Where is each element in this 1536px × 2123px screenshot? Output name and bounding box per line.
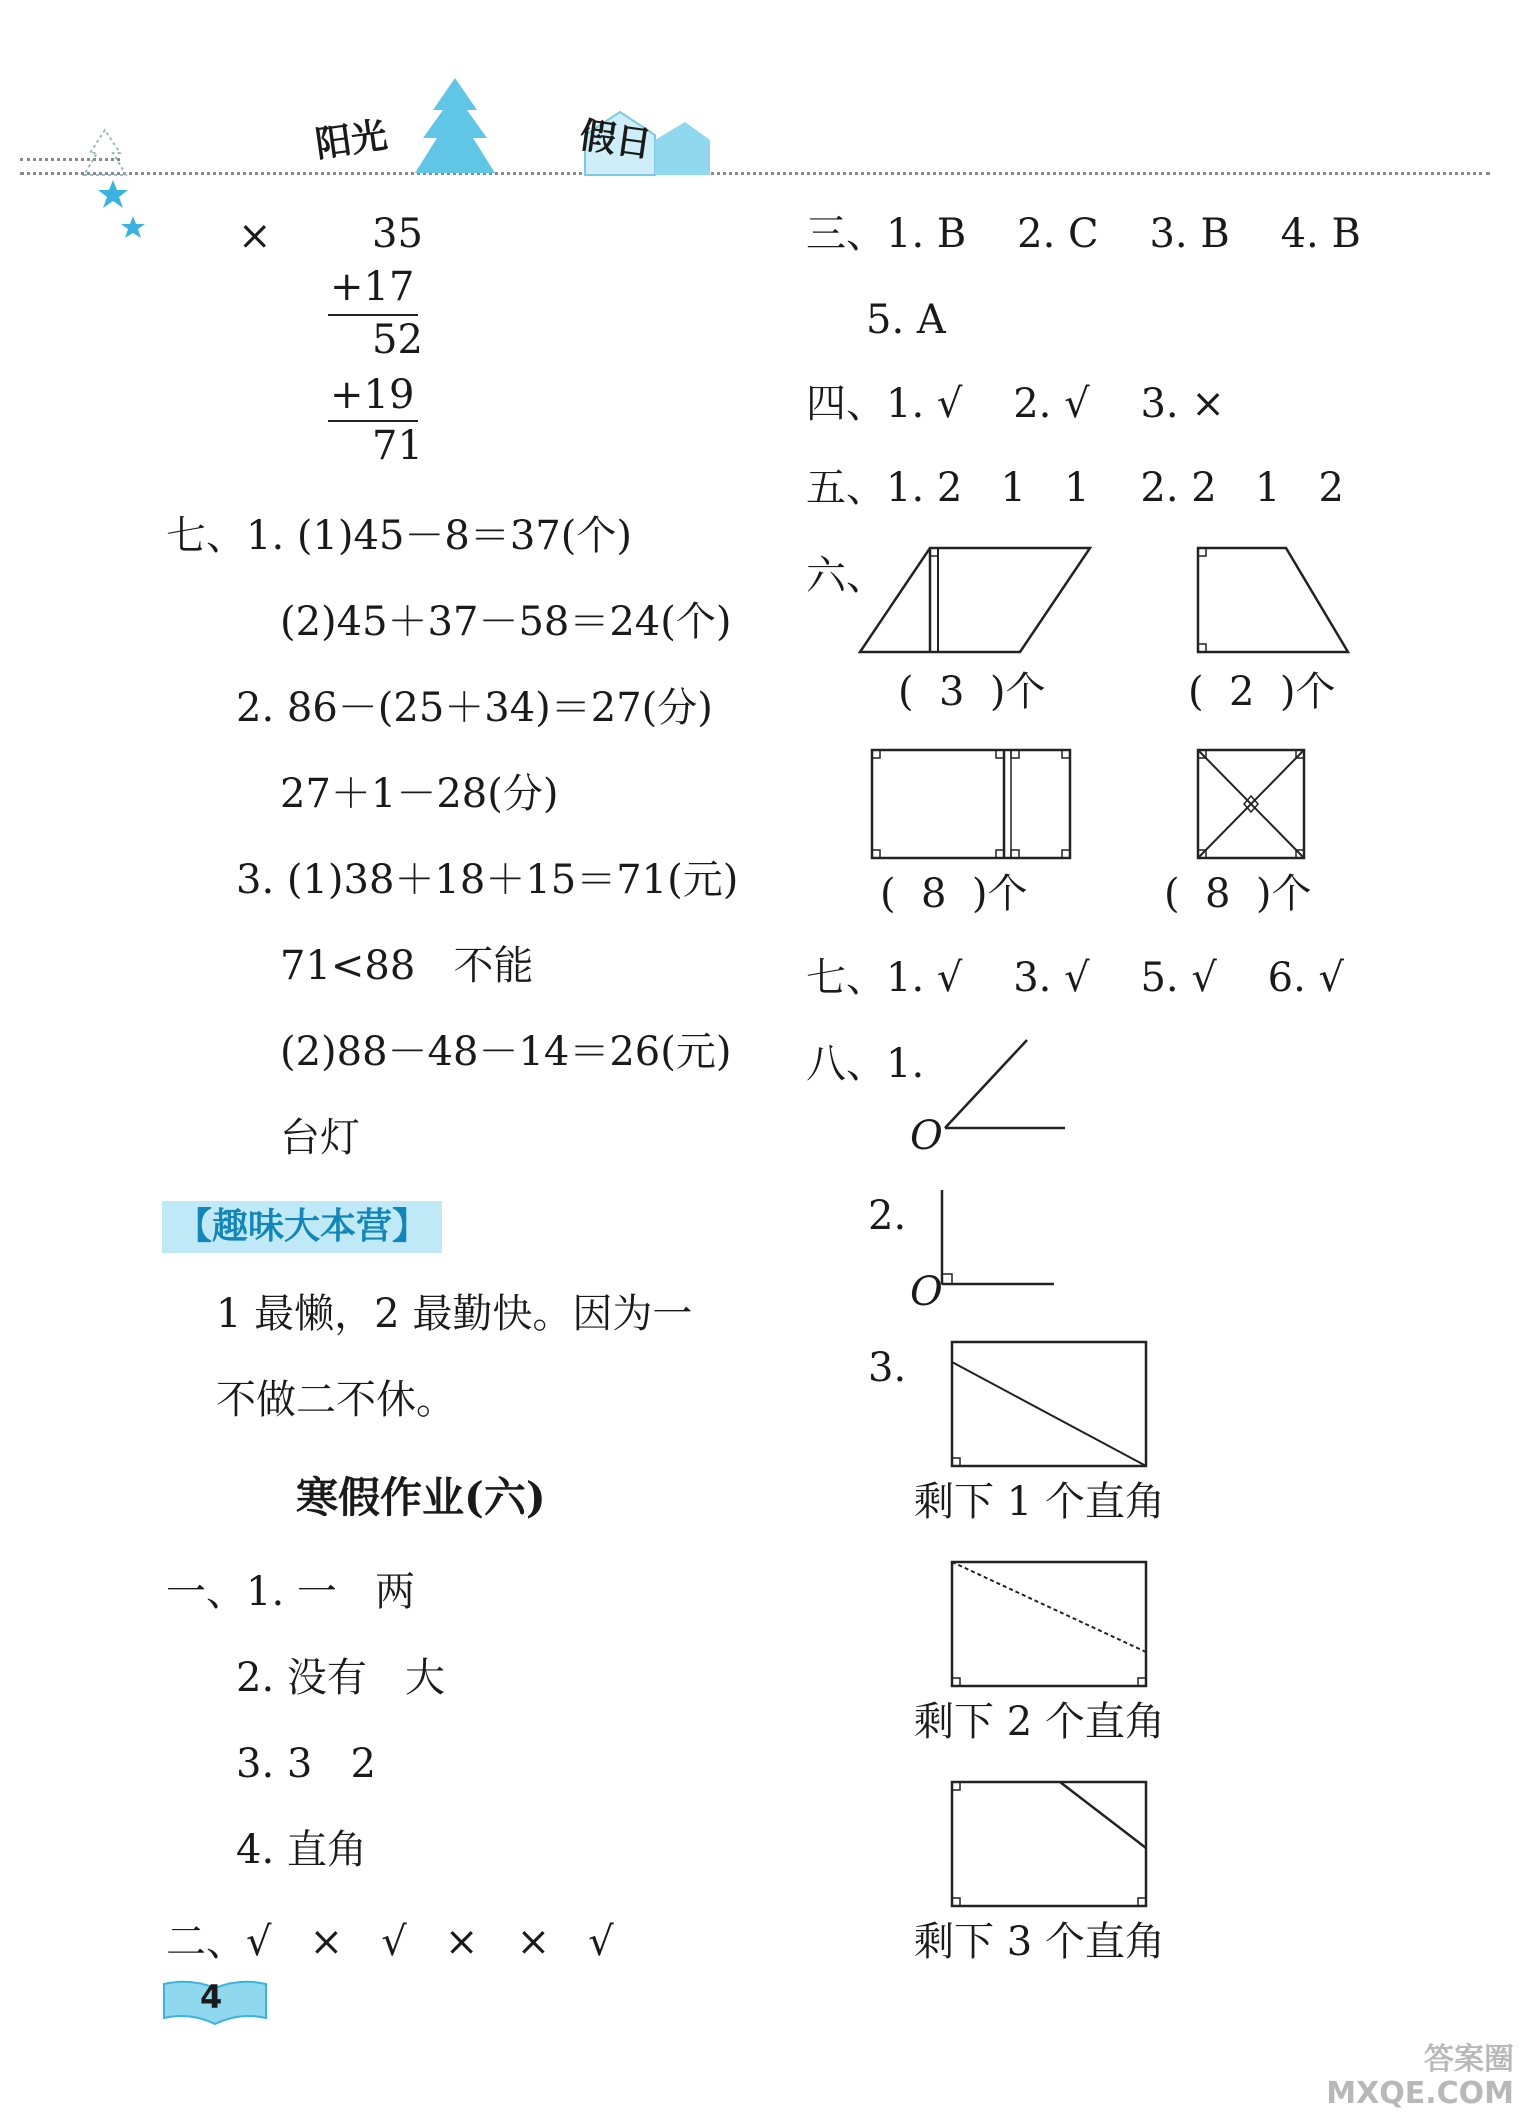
header-dotted-line (20, 172, 1490, 175)
square-diagonals-figure (1196, 748, 1308, 863)
s4-line: 四、1. √ 2. √ 3. × (806, 381, 1225, 427)
s6-count-3: ( 8 )个 (880, 871, 1028, 917)
header-tree-outline-icon (70, 125, 140, 185)
s2-line: 二、√ × √ × × √ (166, 1919, 614, 1965)
q7-line-2: (2)45＋37－58＝24(个) (280, 599, 732, 645)
s7-right-line: 七、1. √ 3. √ 5. √ 6. √ (806, 955, 1345, 1001)
s6-count-2: ( 2 )个 (1188, 669, 1336, 715)
q7-line-3: 2. 86－(25＋34)＝27(分) (236, 685, 713, 731)
vertex-label-2: O (910, 1269, 943, 1315)
fun-section-tag: 【趣味大本营】 (162, 1201, 442, 1253)
header-title-left: 阳光 (312, 114, 390, 166)
s5-line: 五、1. 2 1 1 2. 2 1 2 (806, 465, 1344, 511)
right-angle-figure (938, 1188, 1058, 1288)
page-number: 4 (200, 1978, 223, 2016)
fun-line-2: 不做二不休。 (216, 1377, 456, 1423)
s8-num-3: 3. (868, 1345, 907, 1391)
remaining-angles-3: 剩下 3 个直角 (914, 1919, 1165, 1965)
s3-line-2: 5. A (866, 297, 946, 343)
s1-line-2: 2. 没有 大 (236, 1655, 446, 1701)
watermark-line-2: MXQE.COM (1326, 2076, 1514, 2111)
calc-result-2: 71 (372, 423, 423, 469)
times-sign: × (238, 213, 272, 259)
cut-rectangle-1 (950, 1340, 1150, 1470)
q7-line-6: 71<88 不能 (280, 943, 534, 989)
watermark-line-1: 答案圈 (1424, 2042, 1514, 2077)
q7-line-5: 3. (1)38＋18＋15＝71(元) (236, 857, 739, 903)
header-tree-icon (395, 78, 515, 178)
homework-title: 寒假作业(六) (296, 1473, 546, 1522)
angle-figure-1 (940, 1036, 1070, 1136)
s8-num-2: 2. (868, 1193, 907, 1239)
q7-line-8: 台灯 (280, 1115, 360, 1161)
calc-operand-1: 35 (372, 211, 423, 257)
calc-operand-3: +19 (330, 372, 415, 418)
calc-result-1: 52 (372, 317, 423, 363)
trapezoid-figure (1196, 540, 1356, 660)
s6-label: 六、 (806, 553, 886, 599)
cut-rectangle-2 (950, 1560, 1150, 1690)
s8-label: 八、1. (806, 1041, 925, 1087)
q7-line-1: 七、1. (1)45－8＝37(个) (166, 513, 632, 559)
remaining-angles-2: 剩下 2 个直角 (914, 1699, 1165, 1745)
s3-line-1: 三、1. B 2. C 3. B 4. B (806, 211, 1361, 257)
divided-rectangle-figure (870, 748, 1075, 863)
s6-count-1: ( 3 )个 (898, 669, 1046, 715)
s1-line-3: 3. 3 2 (236, 1741, 376, 1787)
watermark (1326, 2043, 1514, 2111)
s1-line-4: 4. 直角 (236, 1827, 367, 1873)
star-decor-icon (95, 178, 155, 258)
fun-line-1: 1 最懒，2 最勤快。因为一 (216, 1291, 693, 1337)
parallelogram-figure (860, 540, 1100, 660)
calc-operand-2: +17 (330, 264, 415, 310)
remaining-angles-1: 剩下 1 个直角 (914, 1479, 1165, 1525)
q7-line-7: (2)88－48－14＝26(元) (280, 1029, 732, 1075)
header-title-right: 假日 (577, 114, 655, 166)
vertex-label-1: O (910, 1113, 943, 1159)
s6-count-4: ( 8 )个 (1164, 871, 1312, 917)
s1-line-1: 一、1. 一 两 (166, 1569, 416, 1615)
q7-line-4: 27＋1－28(分) (280, 771, 559, 817)
cut-rectangle-3 (950, 1780, 1150, 1910)
